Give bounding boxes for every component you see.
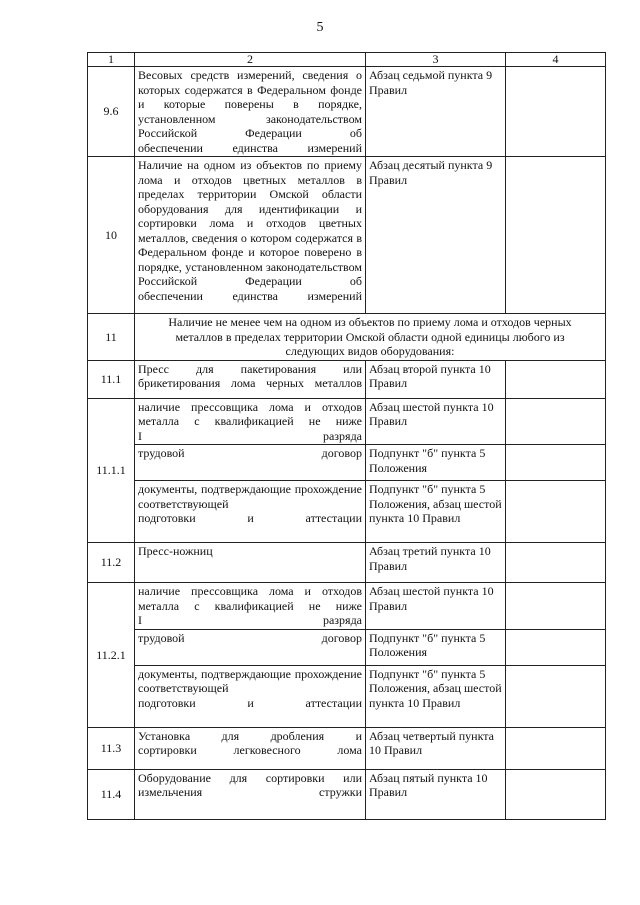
- note-cell: [506, 157, 606, 314]
- requirement-line: прохождение соответствующей: [138, 666, 363, 695]
- table-row: [88, 398, 606, 445]
- requirement-line: фонде и которые поверены в порядке,: [138, 82, 363, 111]
- requirement-line: Пресс для пакетирования или: [138, 361, 362, 376]
- table-row: [88, 543, 606, 583]
- requirement-line: обеспечении единства измерений: [138, 288, 362, 303]
- row-number: 11.4: [88, 769, 135, 819]
- requirement-line: прохождение соответствующей: [138, 482, 363, 511]
- requirement-line: Российской Федерации об: [138, 274, 362, 288]
- table-row: [88, 665, 606, 727]
- note-cell: [506, 481, 606, 543]
- requirement-line: трудовой договор: [138, 630, 362, 645]
- requirement-line: наличие прессовщика лома и отходов: [138, 584, 362, 598]
- table-row: [88, 445, 606, 481]
- page-number: 5: [316, 20, 324, 35]
- row-number: 11.1: [88, 360, 135, 398]
- requirement-line: Установка для дробления и: [138, 728, 362, 743]
- requirement-line: I разряда: [138, 613, 362, 627]
- requirement-text: [135, 583, 366, 630]
- requirement-line: котором содержатся в Федеральном: [138, 230, 363, 259]
- requirement-line: Весовых средств измерений, сведения: [138, 68, 349, 82]
- column-header: 3: [366, 53, 506, 67]
- legal-reference: Абзац четвертый пункта 10 Правил: [366, 727, 506, 769]
- requirement-text: [135, 398, 366, 445]
- legal-reference: Абзац десятый пункта 9 Правил: [366, 157, 506, 314]
- requirement-line: о которых содержатся в Федеральном: [138, 68, 362, 97]
- note-cell: [506, 67, 606, 157]
- row-number: 11.2: [88, 543, 135, 583]
- table-row: [88, 583, 606, 630]
- requirement-line: документы, подтверждающие: [138, 666, 292, 681]
- legal-reference: Абзац шестой пункта 10 Правил: [366, 398, 506, 445]
- legal-reference: Абзац пятый пункта 10 Правил: [366, 769, 506, 819]
- requirement-text: [135, 629, 366, 665]
- column-header: 1: [88, 53, 135, 67]
- requirements-table: [87, 52, 606, 820]
- table-row: [88, 360, 606, 398]
- requirement-text: [135, 360, 366, 398]
- requirement-line: наличие прессовщика лома и отходов: [138, 399, 362, 414]
- legal-reference: Абзац седьмой пункта 9 Правил: [366, 67, 506, 157]
- requirement-text: [135, 769, 366, 819]
- requirement-line: сортировки легковесного лома: [138, 743, 362, 757]
- requirement-line: идентификации и сортировки лома и: [138, 201, 362, 230]
- section-heading: Наличие не менее чем на одном из объектов по приему лома и отходов черных металлов в пределах территории Омской области одной единицы любого из следующих видов оборудования:: [135, 314, 606, 361]
- table-row: [88, 157, 606, 314]
- legal-reference: Подпункт "б" пункта 5 Положения: [366, 445, 506, 481]
- legal-reference: Подпункт "б" пункта 5 Положения, абзац шестой пункта 10 Правил: [366, 665, 506, 727]
- row-number: 10: [88, 157, 135, 314]
- requirement-line: Оборудование для сортировки или: [138, 770, 362, 785]
- requirement-line: Пресс-ножниц: [138, 544, 213, 558]
- row-number: 9.6: [88, 67, 135, 157]
- requirement-text: [135, 665, 366, 727]
- legal-reference: Подпункт "б" пункта 5 Положения, абзац шестой пункта 10 Правил: [366, 481, 506, 543]
- requirement-line: измельчения стружки: [138, 785, 362, 799]
- table-row: [88, 314, 606, 361]
- requirement-line: Омской области оборудования для: [138, 187, 363, 216]
- requirement-text: [135, 727, 366, 769]
- note-cell: [506, 543, 606, 583]
- requirement-line: документы, подтверждающие: [138, 482, 292, 496]
- table-row: [88, 629, 606, 665]
- requirement-text: [135, 67, 366, 157]
- legal-reference: Абзац шестой пункта 10 Правил: [366, 583, 506, 630]
- legal-reference: Подпункт "б" пункта 5 Положения: [366, 629, 506, 665]
- column-header: 4: [506, 53, 606, 67]
- requirement-line: подготовки и аттестации: [138, 511, 362, 525]
- note-cell: [506, 583, 606, 630]
- requirement-text: [135, 481, 366, 543]
- requirement-line: приему лома и отходов цветных: [138, 158, 363, 187]
- requirement-line: I разряда: [138, 428, 362, 443]
- requirement-line: фонде и которое поверено в порядке,: [138, 245, 363, 274]
- requirement-line: обеспечении единства измерений: [138, 140, 362, 155]
- requirement-text: [135, 157, 366, 314]
- requirement-line: брикетирования лома черных металлов: [138, 376, 362, 390]
- requirement-line: металла с квалификацией не ниже: [138, 414, 362, 428]
- requirement-line: Российской Федерации об: [138, 126, 362, 140]
- requirement-line: трудовой договор: [138, 446, 362, 460]
- note-cell: [506, 629, 606, 665]
- requirement-line: отходов цветных металлов, сведения о: [138, 216, 362, 245]
- requirement-line: установленном законодательством: [185, 259, 362, 274]
- requirement-line: Наличие на одном из объектов по: [138, 158, 320, 172]
- requirement-line: установленном законодательством: [138, 111, 362, 126]
- note-cell: [506, 727, 606, 769]
- row-number: 11.3: [88, 727, 135, 769]
- requirement-line: металлов в пределах территории: [138, 172, 362, 201]
- legal-reference: Абзац третий пункта 10 Правил: [366, 543, 506, 583]
- note-cell: [506, 665, 606, 727]
- requirement-line: металла с квалификацией не ниже: [138, 598, 362, 613]
- row-number: 11.1.1: [88, 398, 135, 543]
- note-cell: [506, 360, 606, 398]
- table-row: [88, 769, 606, 819]
- note-cell: [506, 769, 606, 819]
- table-header-row: [88, 53, 606, 67]
- row-number: 11: [88, 314, 135, 361]
- requirement-text: [135, 543, 366, 583]
- column-header: 2: [135, 53, 366, 67]
- note-cell: [506, 445, 606, 481]
- table-row: [88, 481, 606, 543]
- note-cell: [506, 398, 606, 445]
- legal-reference: Абзац второй пункта 10 Правил: [366, 360, 506, 398]
- row-number: 11.2.1: [88, 583, 135, 728]
- requirement-text: [135, 445, 366, 481]
- table-row: [88, 67, 606, 157]
- requirement-line: подготовки и аттестации: [138, 695, 362, 710]
- table-row: [88, 727, 606, 769]
